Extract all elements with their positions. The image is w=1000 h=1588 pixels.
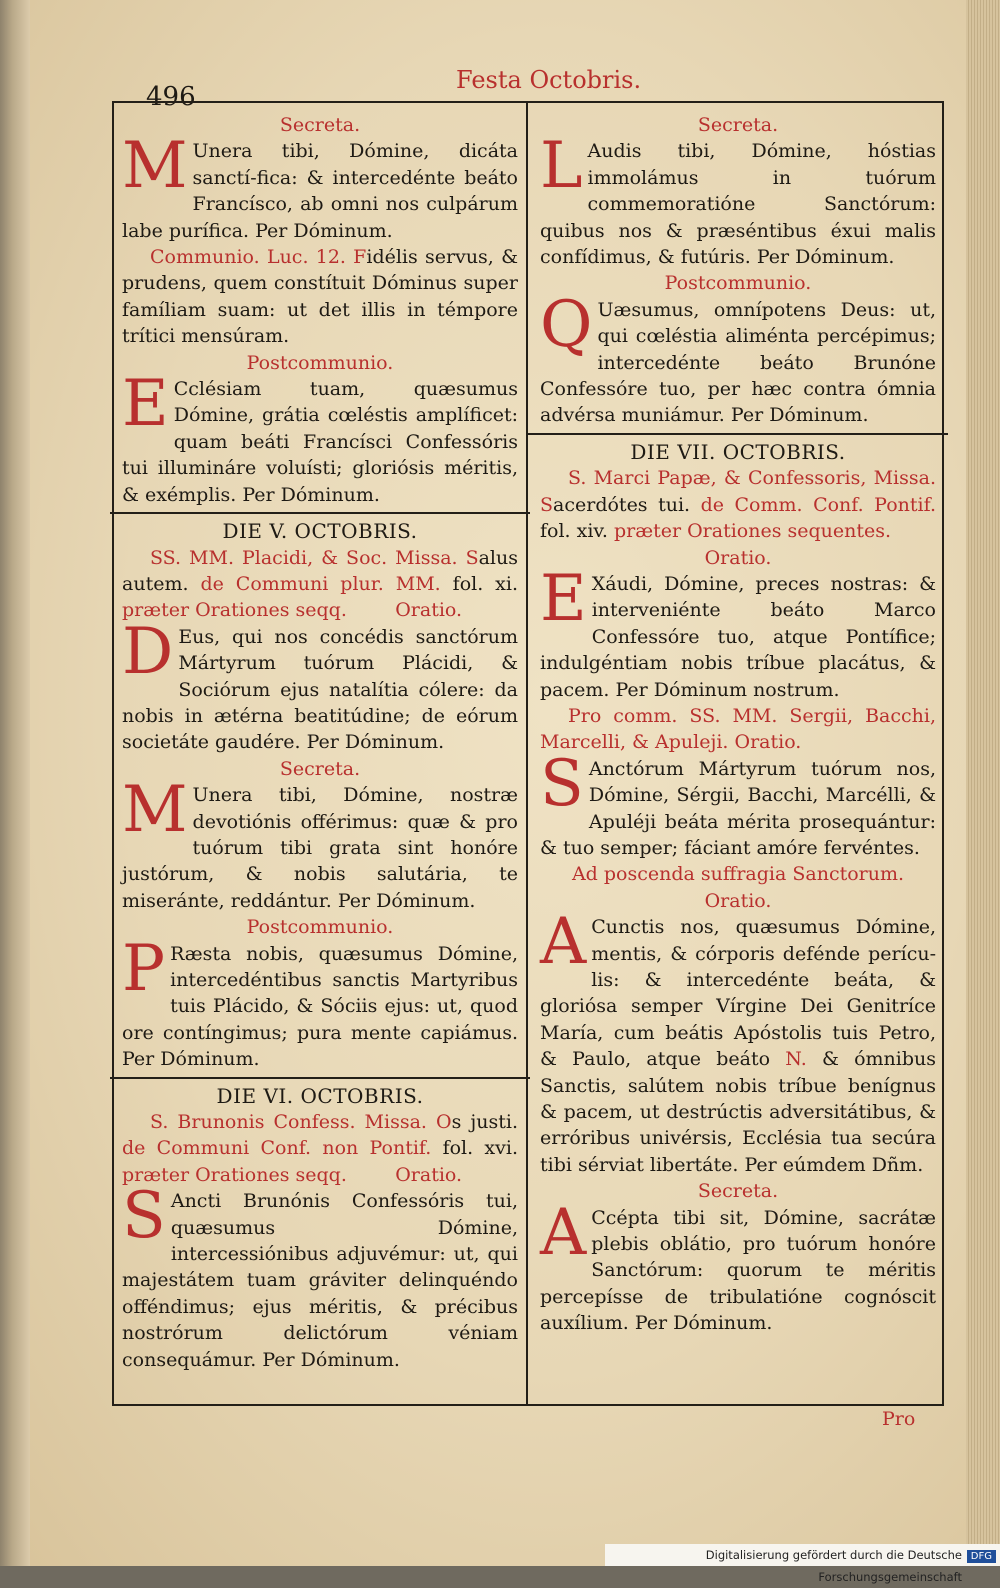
- drop-cap: E: [540, 561, 587, 636]
- drop-cap: Q: [540, 287, 593, 362]
- heading-oratio: Oratio.: [704, 546, 772, 569]
- heading-secreta: Secreta.: [279, 114, 361, 136]
- column-rule: [526, 101, 528, 1406]
- drop-cap: E: [122, 367, 169, 442]
- page-edges: [966, 0, 1000, 1566]
- drop-cap: P: [122, 931, 166, 1006]
- drop-cap: L: [540, 129, 583, 204]
- day-title: DIE V. OCTOBRIS.: [222, 519, 418, 544]
- right-column: [540, 112, 936, 1337]
- heading-postcommunio: Postcommunio.: [664, 272, 812, 295]
- drop-cap: M: [122, 773, 188, 848]
- running-head: Festa Octobris.: [456, 66, 642, 94]
- prayer-paragraph: A Cunctis nos, quæsumus Dómine, mentis, & córporis defénde perícu-lis: & intercedénte beáta, & gloriósa semper Vírgine Dei Genitríce María, cum beátis Apóstolis tuis Petro, & Paulo, atque beáto N. & ómnibus Sanctis, salútem nobis tríbue benígnus & pacem, ut destrúctis adversitátibus, & erróribus univérsis, Ecclésia tua secúra tibi sérviat libertáte. Per eúmdem Dñm.: [540, 905, 937, 1176]
- rubric-paragraph: S. Marci Papæ, & Confessoris, Missa. Sacerdótes tui. de Comm. Conf. Pontif. fol. xiv. præter Orationes sequentes.: [540, 467, 936, 543]
- prayer-paragraph: D Eus, qui nos concédis sanctórum Mártyrum tuórum Plácidi, & Sociórum ejus natalítia cólere: da nobis in ætérna beatitúdine; de eórum societáte gaudére. Per Dóminum.: [122, 614, 518, 754]
- prayer-paragraph: E Xáudi, Dómine, preces nostras: & interveniénte beáto Marco Confessóre tuo, atque Pontífice; indulgéntiam nobis tríbue placátus, & pacem. Per Dóminum nostrum.: [540, 561, 936, 701]
- digitization-footer: Digitalisierung gefördert durch die Deutsche Forschungsgemeinschaft: [605, 1544, 1000, 1566]
- communio-paragraph: Communio. Luc. 12. Fidélis servus, & prudens, quem constítuit Dóminus super famíliam suam: ut det illis in témpore trítici mensúram.: [122, 246, 518, 348]
- prayer-paragraph: A Ccépta tibi sit, Dómine, sacrátæ plebis oblátio, pro tuórum honóre Sanctórum: quorum te méritis percepísse de tribulatióne cognóscit auxílium. Per Dóminum.: [540, 1195, 936, 1335]
- dfg-logo: DFG: [967, 1550, 996, 1563]
- heading-oratio: Oratio.: [704, 889, 772, 912]
- drop-cap: M: [122, 129, 188, 204]
- prayer-paragraph: E Cclésiam tuam, quæsumus Dómine, grátia cœléstis amplíficet: quam beáti Francísci Confessóris tui illumináre voluísti; gloriósis méritis, & exémplis. Per Dóminum.: [122, 367, 518, 506]
- rubric-paragraph: S. Brunonis Confess. Missa. Os justi. de Communi Conf. non Pontif. fol. xvi. præter Orationes seqq. Oratio.: [122, 1111, 518, 1186]
- drop-cap: D: [122, 614, 174, 689]
- prayer-paragraph: M Unera tibi, Dómine, dicáta sanctí-fica: & intercedénte beáto Francísco, ab omni nos culpárum labe purífica. Per Dóminum.: [122, 129, 518, 242]
- heading-postcommunio: Postcommunio.: [246, 916, 394, 939]
- prayer-paragraph: L Audis tibi, Dómine, hóstias immolámus in tuórum commemoratióne Sanctórum: quibus nos & præséntibus éxui malis confídimus, & futúris. Per Dóminum.: [540, 129, 936, 269]
- prayer-paragraph: P Ræsta nobis, quæsumus Dómine, intercedéntibus sanctis Martyribus tuis Plácido, & Sóciis ejus: ut, quod ore contíngimus; pura mente capiámus. Per Dóminum.: [122, 931, 518, 1071]
- prayer-paragraph: M Unera tibi, Dómine, nostræ devotiónis offérimus: quæ & pro tuórum tibi grata sint honóre justórum, & nobis salutária, te miseránte, reddántur. Per Dóminum.: [122, 773, 518, 912]
- heading-suffragia: Ad poscenda suffragia Sanctorum.: [571, 863, 905, 886]
- rubric-paragraph: Pro comm. SS. MM. Sergii, Bacchi, Marcelli, & Apuleji. Oratio.: [540, 704, 936, 754]
- section-rule: [528, 433, 948, 435]
- drop-cap: S: [540, 746, 584, 821]
- rubric-paragraph: SS. MM. Placidi, & Soc. Missa. Salus autem. de Communi plur. MM. fol. xi. præter Orationes seqq. Oratio.: [122, 546, 519, 622]
- page-number: 496: [146, 82, 196, 112]
- day-title: DIE VI. OCTOBRIS.: [216, 1083, 424, 1108]
- drop-cap: A: [540, 1195, 587, 1270]
- prayer-paragraph: Q Uæsumus, omnípotens Deus: ut, qui cœléstia aliménta percépimus; intercedénte beáto Brunóne Confessóre tuo, per hæc contra ómnia advérsa muniámur. Per Dóminum.: [540, 287, 936, 427]
- prayer-paragraph: S Anctórum Mártyrum tuórum nos, Dómine, Sérgii, Bacchi, Marcélli, & Apuléji beáta mérita prosequántur: & tuo semper; fáciant amóre fervéntes.: [540, 746, 936, 859]
- drop-cap: S: [122, 1179, 166, 1254]
- drop-cap: A: [540, 905, 587, 980]
- heading-secreta: Secreta.: [697, 1180, 779, 1203]
- heading-postcommunio: Postcommunio.: [246, 351, 394, 374]
- heading-secreta: Secreta.: [697, 114, 779, 136]
- section-rule: [110, 1077, 530, 1079]
- catchword: Pro: [882, 1408, 916, 1430]
- section-rule: [110, 512, 530, 514]
- prayer-paragraph: S Ancti Brunónis Confessóris tui, quæsumus Dómine, intercessiónibus adjuvémur: ut, qui majestátem tuam gráviter delinquéndo offéndimus; ejus méritis, & précibus nostrórum delictórum véniam consequámur. Per Dóminum.: [122, 1179, 518, 1371]
- heading-secreta: Secreta.: [279, 757, 361, 780]
- day-title: DIE VII. OCTOBRIS.: [630, 439, 846, 464]
- left-column: [122, 112, 518, 1373]
- book-gutter: [0, 0, 30, 1566]
